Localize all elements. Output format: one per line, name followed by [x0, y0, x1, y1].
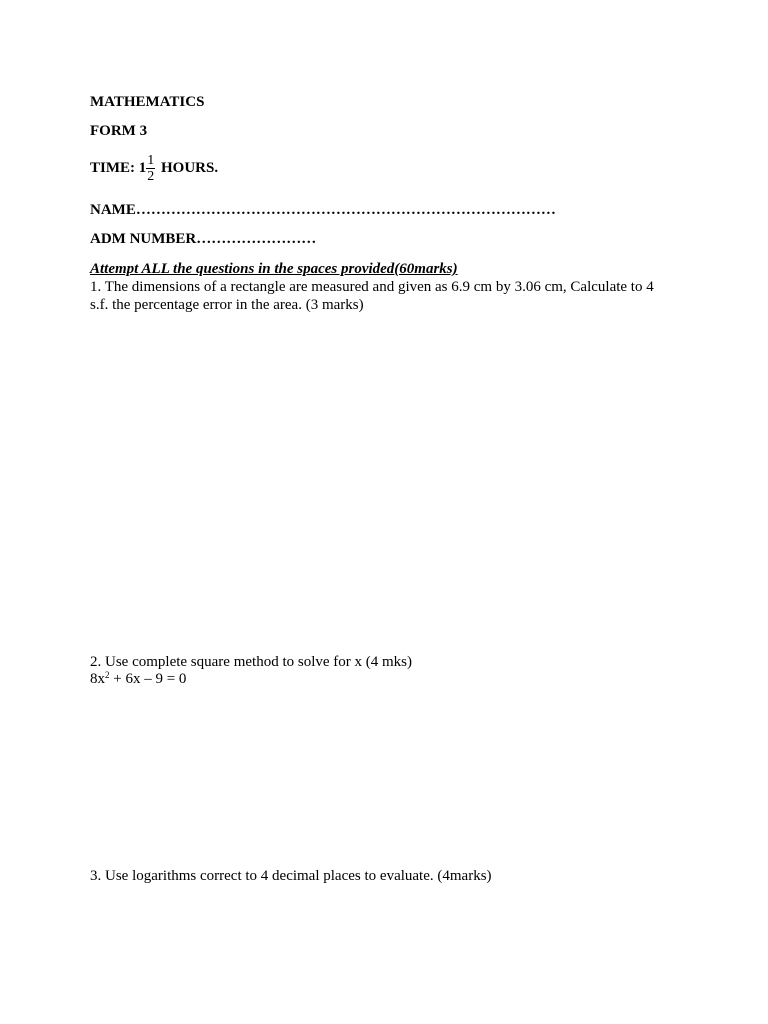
question-3: 3. Use logarithms correct to 4 decimal places to evaluate. (4marks)	[90, 868, 492, 884]
time-fraction	[146, 153, 155, 184]
instructions: Attempt ALL the questions in the spaces provided(60marks)	[90, 261, 458, 277]
subject-title: MATHEMATICS	[90, 94, 205, 110]
question-1: 1. The dimensions of a rectangle are measured and given as 6.9 cm by 3.06 cm, Calculate to 4 s.f. the percentage error in the area. (3 marks)	[90, 279, 654, 313]
question-2: 2. Use complete square method to solve for x (4 mks)	[90, 654, 413, 670]
fraction-numerator: 1	[147, 153, 155, 168]
time-allowed	[90, 153, 218, 184]
time-label: TIME: 1	[90, 159, 147, 176]
equation-term: 8x	[90, 671, 105, 687]
question-2-equation	[90, 671, 186, 688]
form-label: FORM 3	[90, 123, 148, 139]
time-unit: HOURS.	[157, 159, 219, 176]
equation-rest: + 6x – 9 = 0	[109, 671, 187, 687]
adm-number-field-line: ADM NUMBER……………………	[90, 231, 317, 247]
name-field-line: NAME…………………………………………………………………………	[90, 202, 556, 218]
equation-exponent: 2	[105, 670, 110, 680]
fraction-denominator: 2	[147, 169, 155, 184]
